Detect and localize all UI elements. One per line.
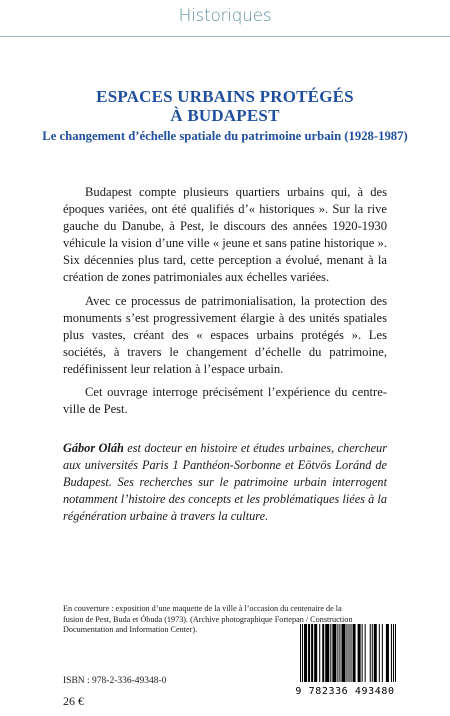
- barcode-bar: [330, 624, 331, 682]
- summary-paragraph-1: Budapest compte plusieurs quartiers urbains qui, à des époques variées, ont été qualifiés d’« historiques ». Sur la rive gauche du Danube, à Pest, le discours des années 1920-1930 véhicule la vision d’une ville « jeune et sans patine historique ». Six décennies plus tard, cette perception a évolué, menant à la création de zones patrimoniales aux échelles variées.: [63, 185, 387, 284]
- barcode-digits: 9 782336 493480: [295, 686, 395, 697]
- author-name: Gábor Oláh: [63, 441, 124, 455]
- summary-paragraph-3: Cet ouvrage interroge précisément l’expérience du centre-ville de Pest.: [63, 385, 387, 416]
- barcode-bar: [362, 624, 363, 682]
- barcode-bar: [386, 624, 389, 682]
- summary-paragraph-2: Avec ce processus de patrimonialisation, la protection des monuments s’est progressivement élargie à des unités spatiales plus vastes, créant des « espaces urbains protégés ». Les sociétés, à travers le changement d’échelle du patrimoine, redéfinissent leur relation à l’espace urbain.: [63, 294, 387, 376]
- barcode-bar: [314, 624, 317, 682]
- price: 26 €: [63, 694, 84, 708]
- barcode-bar: [300, 624, 301, 682]
- summary: [63, 184, 387, 418]
- barcode-bar: [372, 624, 373, 682]
- barcode-bar: [382, 624, 383, 682]
- barcode-bar: [319, 624, 320, 682]
- cover-credit: En couverture : exposition d’une maquette de la ville à l’occasion du centenaire de la fusion de Pest, Buda et Óbuda (1973). (Archive photographique Fortepan / Construction Documentation and Information Center).: [63, 604, 353, 634]
- barcode-bar: [332, 624, 336, 682]
- barcode-bar: [393, 624, 394, 682]
- barcode-bar: [395, 624, 396, 682]
- barcode-bar: [341, 624, 345, 682]
- barcode-bar: [346, 624, 347, 682]
- isbn: ISBN : 978-2-336-49348-0: [63, 676, 167, 686]
- barcode-bar: [370, 624, 371, 682]
- barcode-bar: [308, 624, 310, 682]
- barcode-bar: [339, 624, 340, 682]
- barcode-bar: [349, 624, 350, 682]
- barcode-bar: [374, 624, 377, 682]
- barcode-bar: [304, 624, 307, 682]
- barcode-bar: [353, 624, 356, 682]
- barcode-bar: [311, 624, 313, 682]
- barcode-bar: [351, 624, 352, 682]
- barcode: [292, 624, 398, 702]
- barcode-bar: [337, 624, 338, 682]
- book-subtitle: Le changement d’échelle spatiale du patrimoine urbain (1928-1987): [42, 129, 408, 143]
- barcode-bar: [322, 624, 324, 682]
- title-line-2: À BUDAPEST: [170, 106, 280, 125]
- barcode-bar: [358, 624, 361, 682]
- series-name: Historiques: [178, 6, 272, 26]
- barcode-bars: [292, 624, 398, 684]
- book-title: [20, 87, 430, 125]
- barcode-bar: [325, 624, 329, 682]
- barcode-bar: [379, 624, 380, 682]
- series-divider: [0, 36, 450, 37]
- author-bio: [63, 440, 387, 525]
- author-bio-text: est docteur en histoire et études urbaines, chercheur aux universités Paris 1 Panthéon-Sorbonne et Eötvös Loránd de Budapest. Ses recherches sur le patrimoine urbain interrogent notamment l’histoire des concepts et les problématiques liées à la régénération urbaine à travers la culture.: [63, 441, 387, 523]
- barcode-bar: [391, 624, 392, 682]
- title-line-1: ESPACES URBAINS PROTÉGÉS: [96, 87, 354, 106]
- barcode-bar: [302, 624, 303, 682]
- barcode-bar: [365, 624, 366, 682]
